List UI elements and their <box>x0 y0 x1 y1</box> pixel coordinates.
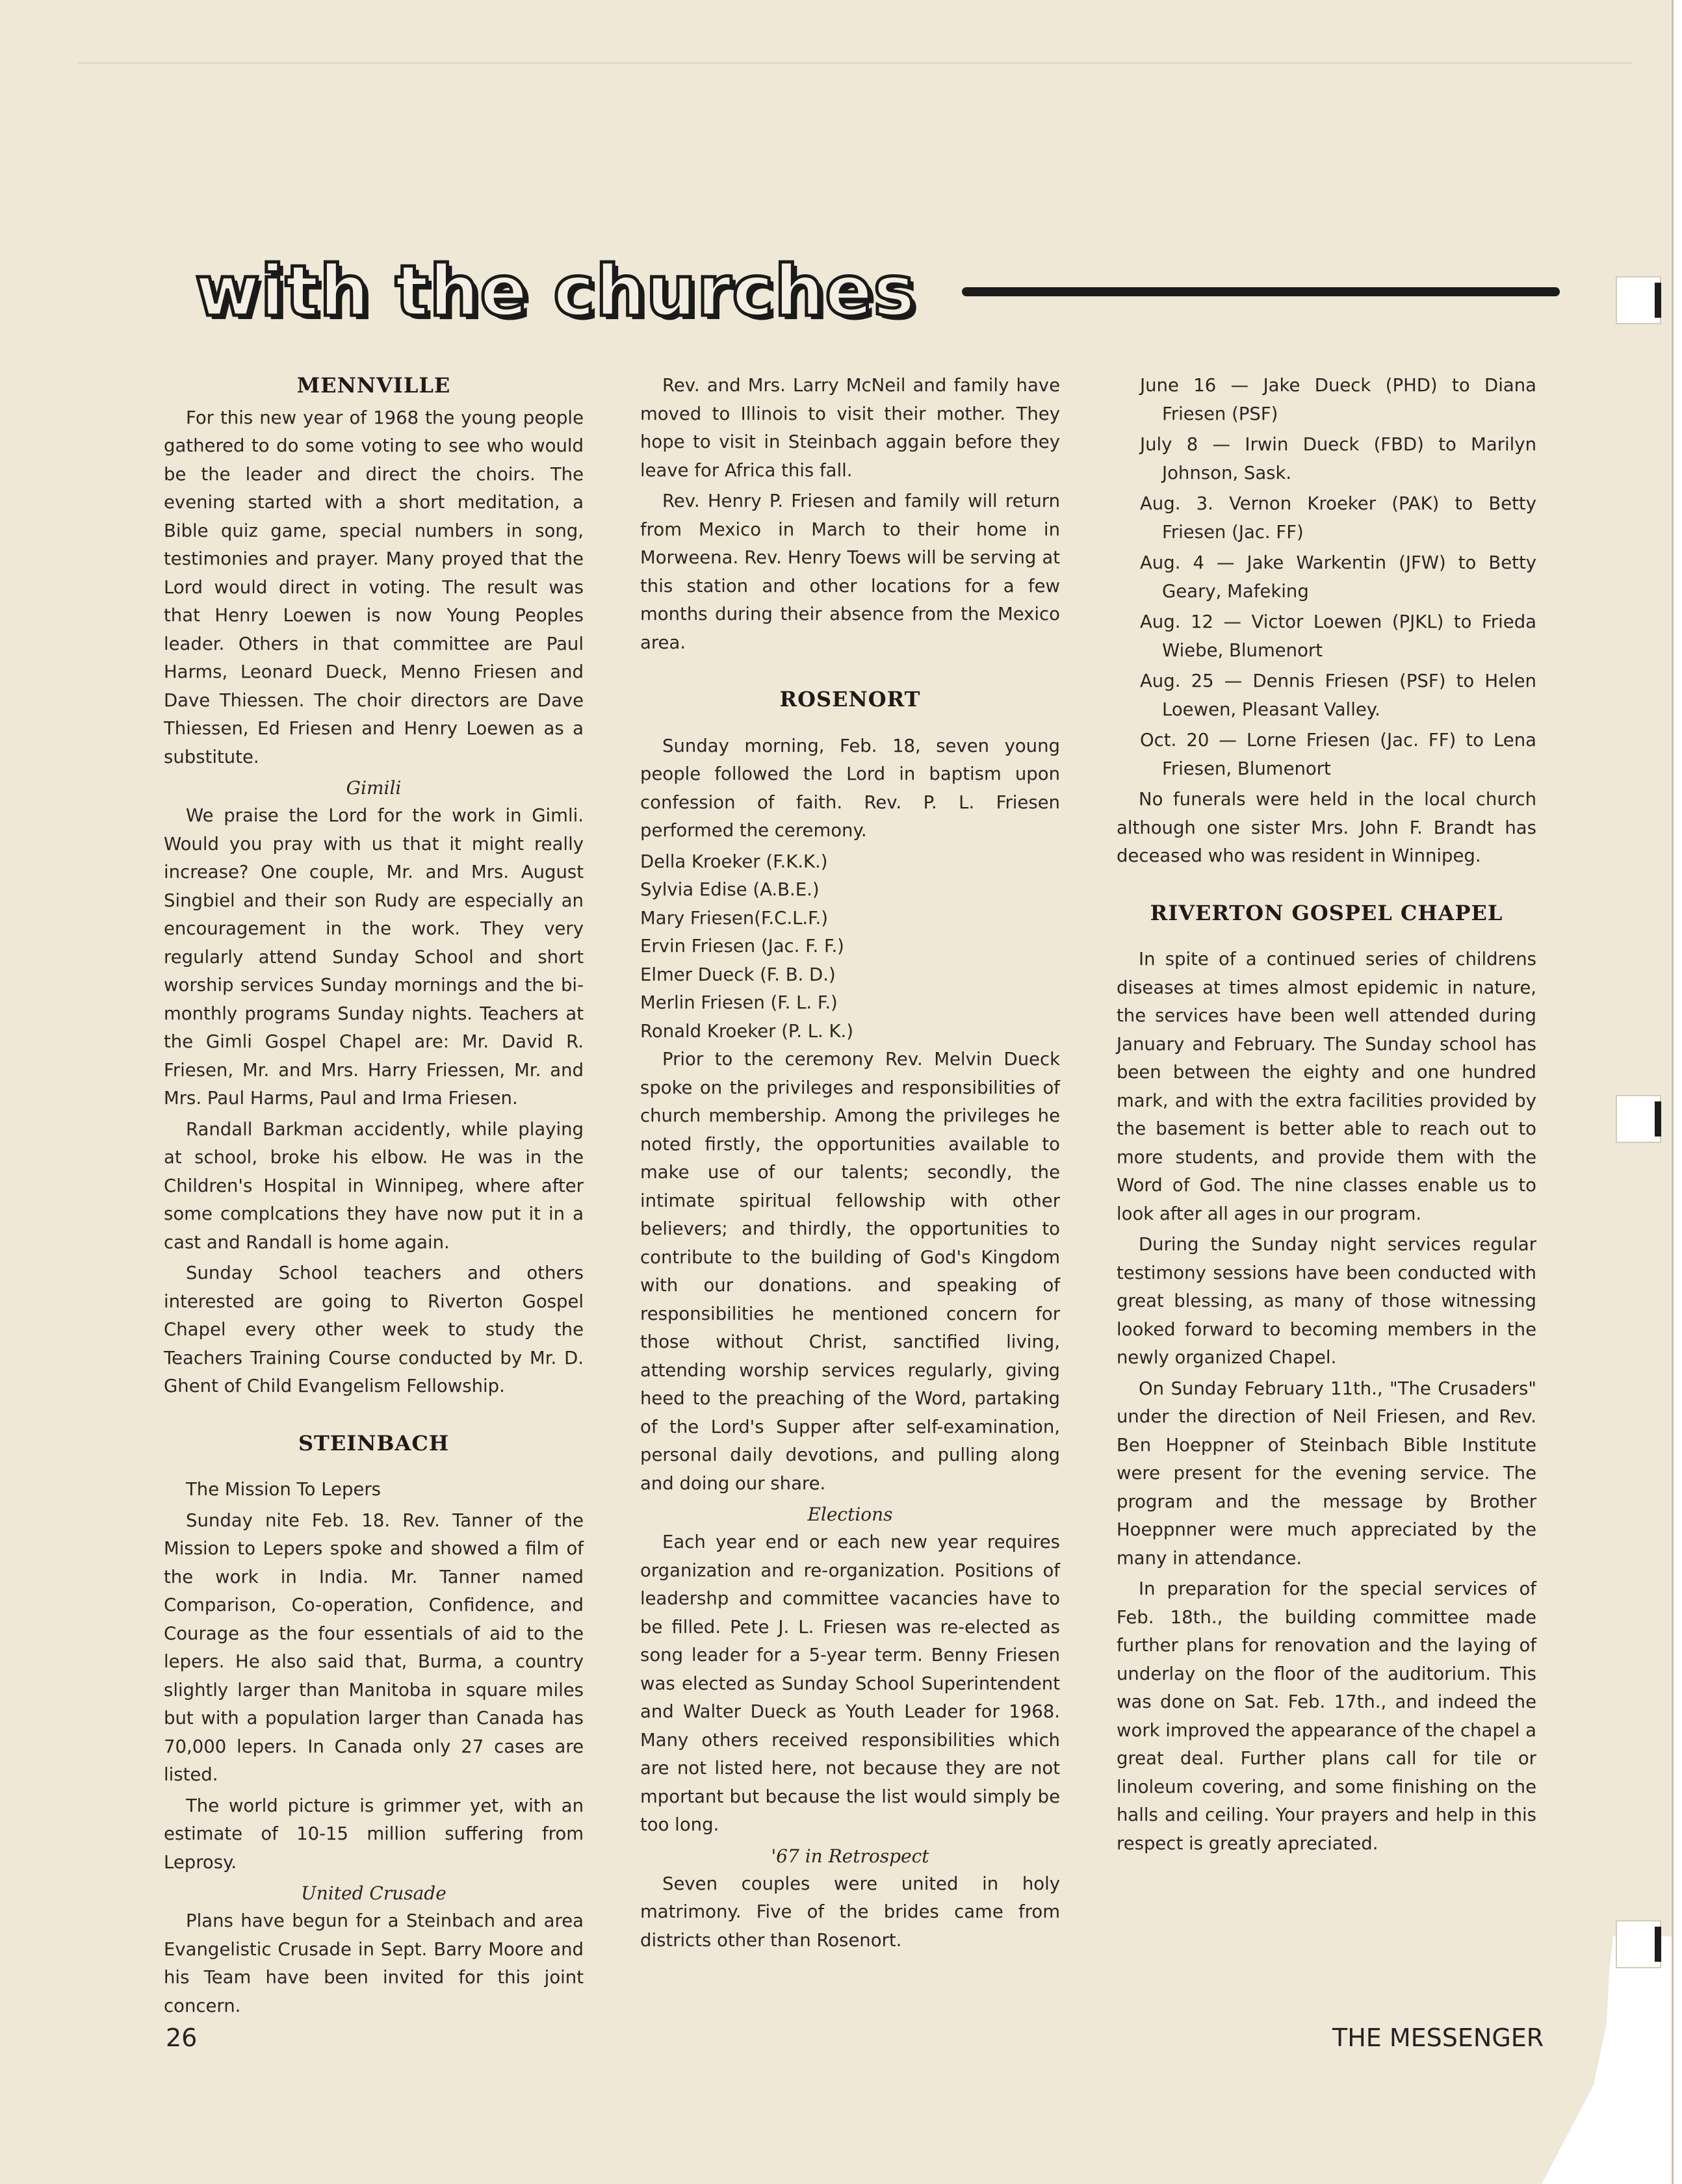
article-paragraph: Sunday nite Feb. 18. Rev. Tanner of the Mission to Lepers spoke and showed a film of the work in India. Mr. Tanner named Comparison, Co-operation, Confidence, and Courage as the four essentials of aid to the lepers. He also said that, Burma, a country slightly larger than Manitoba in square miles but with a population larger than Canada has 70,000 lepers. In Canada only 27 cases are listed. <box>164 1510 584 1785</box>
article-paragraph: On Sunday February 11th., "The Crusaders" under the direction of Neil Friesen, and Rev. Ben Hoeppner of Steinbach Bible Institute were present for the evening service. The program and the message by Brother Hoeppnner were much appreciated by the many in attendance. <box>1117 1378 1536 1569</box>
list-item: Sylvia Edise (A.B.E.) <box>640 879 820 900</box>
baptism-list <box>640 848 1060 1046</box>
article-paragraph: In spite of a continued series of childrens diseases at times almost epidemic in nature, the services have been well attended during January and February. The Sunday school has been between the eighty and one hundred mark, and with the extra facilities provided by the basement is better able to reach out to more students, and provide them with the Word of God. The nine classes enable us to look after all ages in our program. <box>1117 949 1536 1224</box>
subheading-united-crusade: United Crusade <box>301 1882 446 1904</box>
subheading-gimli: Gimili <box>346 777 402 799</box>
list-item: Merlin Friesen (F. L. F.) <box>640 992 838 1013</box>
page-number: 26 <box>166 2023 198 2052</box>
article-paragraph: Prior to the ceremony Rev. Melvin Dueck spoke on the privileges and responsibilities of church membership. Among the privileges he noted firstly, the opportunities available to make use of our talents; secondly, the intimate spiritual fellowship with other believers; and thirdly, the opportunities to contribute to the building of God's Kingdom with our donations. and speaking of responsibilities he mentioned concern for those without Christ, sanctified living, attending worship services regularly, giving heed to the preaching of the Word, partaking of the Lord's Supper after self-examination, personal daily devotions, and pulling along and doing our share. <box>640 1049 1060 1494</box>
article-paragraph: We praise the Lord for the work in Gimli. Would you pray with us that it might really increase? One couple, Mr. and Mrs. August Singbiel and their son Rudy are especially an encouragement in the work. They very regularly attend Sunday School and short worship services Sunday mornings and the bi-monthly programs Sunday nights. Teachers at the Gimli Gospel Chapel are: Mr. David R. Friesen, Mr. and Mrs. Harry Friessen, Mr. and Mrs. Paul Harms, Paul and Irma Friesen. <box>164 805 584 1109</box>
subheading-elections: Elections <box>807 1504 893 1525</box>
list-item: June 16 — Jake Dueck (PHD) to Diana Friesen (PSF) <box>1140 375 1536 424</box>
article-paragraph: Plans have begun for a Steinbach and area Evangelistic Crusade in Sept. Barry Moore and his Team have been invited for this joint concern. <box>164 1910 584 2016</box>
article-paragraph: The world picture is grimmer yet, with an estimate of 10-15 million suffering from Leprosy. <box>164 1795 584 1873</box>
list-item: Ervin Friesen (Jac. F. F.) <box>640 936 844 957</box>
article-paragraph: Sunday School teachers and others interested are going to Riverton Gospel Chapel every other week to study the Teachers Training Course conducted by Mr. D. Ghent of Child Evangelism Fellowship. <box>164 1263 584 1396</box>
list-item: Elmer Dueck (F. B. D.) <box>640 964 836 985</box>
article-paragraph: Rev. Henry P. Friesen and family will return from Mexico in March to their home in Morweena. Rev. Henry Toews will be serving at this station and other locations for a few months during their absence from the Mexico area. <box>640 491 1060 653</box>
article-paragraph: Seven couples were united in holy matrimony. Five of the brides came from districts other than Rosenort. <box>640 1873 1060 1951</box>
list-item: July 8 — Irwin Dueck (FBD) to Marilyn Johnson, Sask. <box>1140 434 1536 483</box>
article-column-3 <box>1117 372 1536 1860</box>
section-heading-steinbach: STEINBACH <box>298 1430 450 1456</box>
article-paragraph: For this new year of 1968 the young people gathered to do some voting to see who would be the leader and direct the choirs. The evening started with a short meditation, a Bible quiz game, special numbers in song, testimonies and prayer. Many proyed that the Lord would direct in voting. The result was that Henry Loewen is now Young Peoples leader. Others in that committee are Paul Harms, Leonard Dueck, Menno Friesen and Dave Thiessen. The choir directors are Dave Thiessen, Ed Friesen and Henry Loewen as a substitute. <box>164 407 584 767</box>
list-item: Oct. 20 — Lorne Friesen (Jac. FF) to Lena Friesen, Blumenort <box>1140 730 1536 779</box>
section-heading-rosenort: ROSENORT <box>779 687 921 712</box>
article-paragraph: In preparation for the special services of Feb. 18th., the building committee made further plans for renovation and the laying of underlay on the floor of the auditorium. This was done on Sat. Feb. 17th., and indeed the work improved the appearance of the chapel a great deal. Further plans call for tile or linoleum covering, and some finishing on the halls and ceiling. Your prayers and help in this respect is greatly apreciated. <box>1117 1578 1536 1854</box>
binder-tab <box>1616 276 1661 324</box>
list-item: Aug. 4 — Jake Warkentin (JFW) to Betty Geary, Mafeking <box>1140 552 1536 602</box>
article-paragraph: Each year end or each new year requires organization and re-organization. Positions of leadershp and committee vacancies have to be filled. Pete J. L. Friesen was re-elected as song leader for a 5-year term. Benny Friesen was elected as Sunday School Superintendent and Walter Dueck as Youth Leader for 1968. Many others received responsibilities which are not listed here, not because they are not mportant but because the list would simply be too long. <box>640 1532 1060 1835</box>
wedding-list <box>1117 372 1536 783</box>
article-paragraph: No funerals were held in the local church although one sister Mrs. John F. Brandt has deceased who was resident in Winnipeg. <box>1117 789 1536 866</box>
binder-tab <box>1616 1095 1661 1143</box>
article-paragraph: Rev. and Mrs. Larry McNeil and family have moved to Illinois to visit their mother. They hope to visit in Steinbach aggain before they leave for Africa this fall. <box>640 375 1060 481</box>
subheading-retrospect: '67 in Retrospect <box>771 1845 929 1867</box>
article-column-1 <box>164 372 584 2023</box>
article-paragraph: Randall Barkman accidently, while playing at school, broke his elbow. He was in the Children's Hospital in Winnipeg, where after some complcations they have now put it in a cast and Randall is home again. <box>164 1118 584 1253</box>
publication-name: THE MESSENGER <box>1332 2023 1544 2052</box>
article-paragraph: The Mission To Lepers <box>186 1479 382 1500</box>
article-column-2 <box>640 372 1060 1957</box>
article-paragraph: Sunday morning, Feb. 18, seven young people followed the Lord in baptism upon confession of faith. Rev. P. L. Friesen performed the ceremony. <box>640 735 1060 841</box>
list-item: Aug. 3. Vernon Kroeker (PAK) to Betty Friesen (Jac. FF) <box>1140 493 1536 543</box>
masthead-rule <box>962 287 1560 296</box>
list-item: Mary Friesen(F.C.L.F.) <box>640 907 829 929</box>
section-heading-riverton: RIVERTON GOSPEL CHAPEL <box>1150 900 1503 925</box>
binder-tab <box>1616 1920 1661 1968</box>
list-item: Aug. 25 — Dennis Friesen (PSF) to Helen Loewen, Pleasant Valley. <box>1140 671 1536 720</box>
section-masthead: with the churches <box>195 251 916 332</box>
list-item: Della Kroeker (F.K.K.) <box>640 851 828 872</box>
list-item: Aug. 12 — Victor Loewen (PJKL) to Frieda Wiebe, Blumenort <box>1140 611 1536 661</box>
section-heading-mennville: MENNVILLE <box>296 373 451 398</box>
page-fold-line <box>78 62 1633 64</box>
torn-corner <box>1542 1936 1672 2184</box>
list-item: Ronald Kroeker (P. L. K.) <box>640 1020 854 1042</box>
article-paragraph: During the Sunday night services regular testimony sessions have been conducted with great blessing, as many of those witnessing looked forward to becoming members in the newly organized Chapel. <box>1117 1234 1536 1368</box>
